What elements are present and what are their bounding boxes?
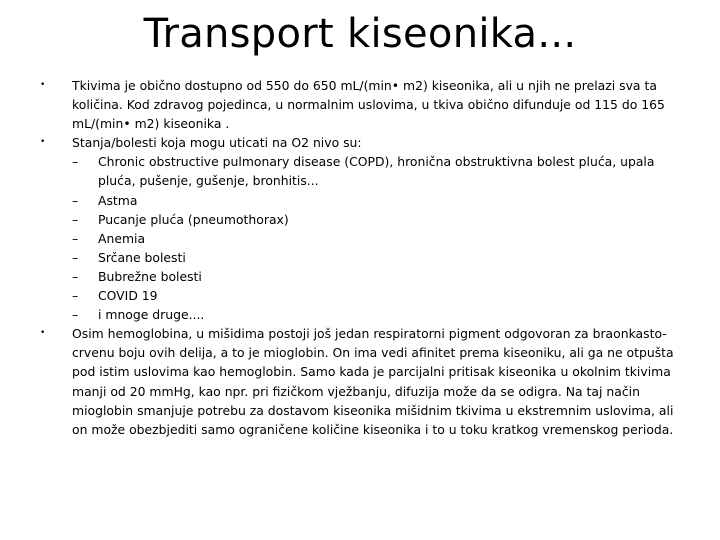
- condition-text: Astma: [98, 192, 138, 208]
- bullet-icon: •: [40, 137, 46, 148]
- dash-icon: –: [72, 307, 79, 323]
- condition-text: COVID 19: [98, 288, 158, 304]
- dash-icon: –: [72, 192, 79, 208]
- dash-icon: –: [72, 211, 79, 227]
- dash-icon: –: [72, 288, 79, 304]
- condition-item-copd: [40, 152, 690, 190]
- condition-text: i mnoge druge....: [98, 307, 205, 323]
- dash-icon: –: [72, 249, 79, 265]
- condition-item-anemia: [40, 229, 690, 248]
- condition-text: Pucanje pluća (pneumothorax): [98, 211, 289, 227]
- bullet-item-conditions: [40, 133, 690, 152]
- slide-content: [40, 76, 690, 439]
- bullet-item-oxygen-availability: [40, 76, 690, 133]
- bullet-text: Osim hemoglobina, u mišidima postoji još jedan respiratorni pigment odgovoran za braonkasto-crvenu boju ovih delija, a to je mioglobin. On ima vedi afinitet prema kiseoniku, ali ga ne otpušta pod istim uslovima kao hemoglobin. Samo kada je parcijalni pritisak kiseonika u okolnim tkivima manji od 20 mmHg, kao npr. pri fizičkom vježbanju, difuzija može da se odigra. Na taj način mioglobin smanjuje potrebu za dostavom kiseonika mišidnim tkivima u ekstremnim uslovima, ali on može obezbjediti samo ograničene količine kiseonika i to u toku kratkog vremenskog perioda.: [72, 326, 674, 437]
- dash-icon: –: [72, 154, 79, 170]
- bullet-item-myoglobin: [40, 324, 690, 439]
- condition-text: Chronic obstructive pulmonary disease (COPD), hronična obstruktivna bolest pluća, upala pluća, pušenje, gušenje, bronhitis...: [98, 154, 655, 189]
- condition-item-pneumothorax: [40, 210, 690, 229]
- condition-item-heart: [40, 248, 690, 267]
- condition-text: Anemia: [98, 230, 146, 246]
- condition-item-covid: [40, 286, 690, 305]
- condition-item-others: [40, 305, 690, 324]
- bullet-text: Tkivima je obično dostupno od 550 do 650 mL/(min• m2) kiseonika, ali u njih ne prelazi sva ta količina. Kod zdravog pojedinca, u normalnim uslovima, u tkiva obično difunduje od 115 do 165 mL/(min• m2) kiseonika .: [72, 78, 665, 132]
- condition-item-astma: [40, 191, 690, 210]
- condition-text: Srčane bolesti: [98, 249, 186, 265]
- condition-item-kidney: [40, 267, 690, 286]
- dash-icon: –: [72, 268, 79, 284]
- dash-icon: –: [72, 230, 79, 246]
- bullet-icon: •: [40, 328, 46, 339]
- bullet-icon: •: [40, 80, 46, 90]
- bullet-text: Stanja/bolesti koja mogu uticati na O2 nivo su:: [72, 135, 362, 151]
- slide-title: Transport kiseonika...: [143, 11, 577, 57]
- condition-text: Bubrežne bolesti: [98, 268, 202, 284]
